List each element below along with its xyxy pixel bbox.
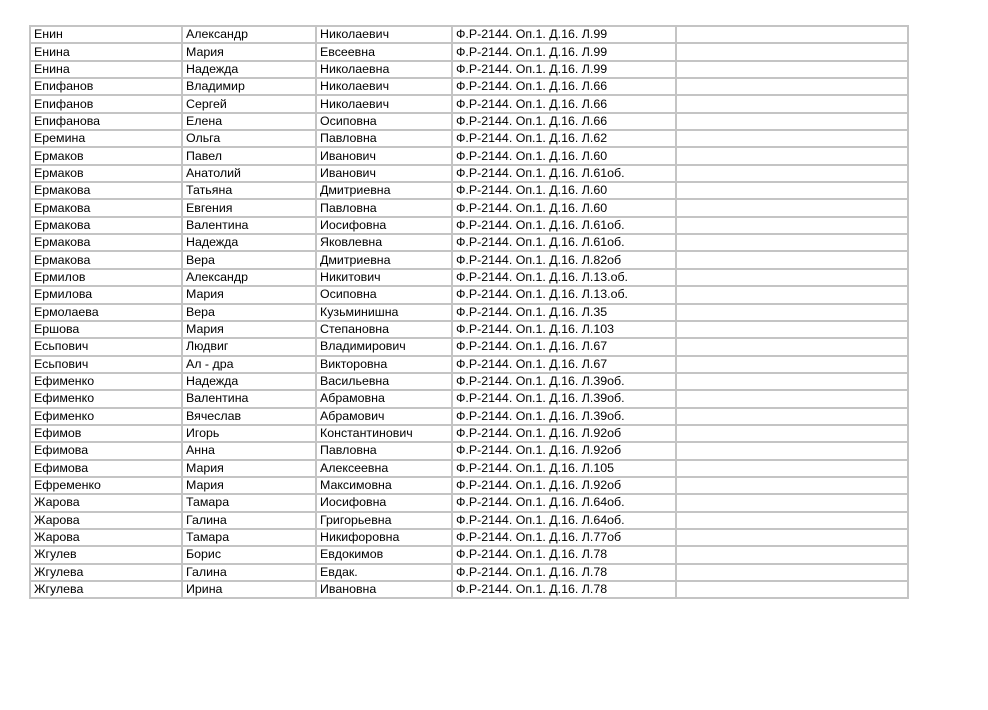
surname-cell: Ермолаева [30, 304, 182, 321]
patronymic-cell: Максимовна [316, 477, 452, 494]
first-name-cell: Ирина [182, 581, 316, 598]
first-name-cell: Надежда [182, 234, 316, 251]
notes-cell [676, 269, 908, 286]
notes-cell [676, 130, 908, 147]
table-row [30, 95, 908, 112]
surname-cell: Епифанов [30, 95, 182, 112]
surname-cell: Ермилова [30, 286, 182, 303]
surname-cell: Еремина [30, 130, 182, 147]
surname-cell: Ермакова [30, 199, 182, 216]
surname-cell: Епифанов [30, 78, 182, 95]
surname-cell: Епифанова [30, 113, 182, 130]
surname-cell: Енин [30, 26, 182, 43]
notes-cell [676, 477, 908, 494]
first-name-cell: Сергей [182, 95, 316, 112]
patronymic-cell: Абрамовна [316, 390, 452, 407]
notes-cell [676, 564, 908, 581]
archive-reference-cell: Ф.Р-2144. Оп.1. Д.16. Л.60 [452, 199, 676, 216]
table-row [30, 512, 908, 529]
archive-reference-cell: Ф.Р-2144. Оп.1. Д.16. Л.61об. [452, 165, 676, 182]
notes-cell [676, 356, 908, 373]
archive-reference-cell: Ф.Р-2144. Оп.1. Д.16. Л.64об. [452, 494, 676, 511]
table-row [30, 564, 908, 581]
first-name-cell: Мария [182, 321, 316, 338]
table-row [30, 217, 908, 234]
first-name-cell: Валентина [182, 390, 316, 407]
table-row [30, 321, 908, 338]
first-name-cell: Вячеслав [182, 408, 316, 425]
first-name-cell: Надежда [182, 61, 316, 78]
surname-cell: Енина [30, 43, 182, 60]
archive-reference-cell: Ф.Р-2144. Оп.1. Д.16. Л.92об [452, 442, 676, 459]
surname-cell: Жгулева [30, 564, 182, 581]
notes-cell [676, 286, 908, 303]
surname-cell: Есьпович [30, 356, 182, 373]
table-row [30, 147, 908, 164]
surname-cell: Ермаков [30, 147, 182, 164]
surname-cell: Ершова [30, 321, 182, 338]
notes-cell [676, 321, 908, 338]
archive-reference-cell: Ф.Р-2144. Оп.1. Д.16. Л.35 [452, 304, 676, 321]
archive-reference-cell: Ф.Р-2144. Оп.1. Д.16. Л.61об. [452, 234, 676, 251]
patronymic-cell: Алексеевна [316, 460, 452, 477]
notes-cell [676, 581, 908, 598]
table-row [30, 43, 908, 60]
patronymic-cell: Дмитриевна [316, 182, 452, 199]
patronymic-cell: Осиповна [316, 113, 452, 130]
notes-cell [676, 338, 908, 355]
patronymic-cell: Евсеевна [316, 43, 452, 60]
notes-cell [676, 43, 908, 60]
first-name-cell: Александр [182, 269, 316, 286]
patronymic-cell: Степановна [316, 321, 452, 338]
patronymic-cell: Иванович [316, 147, 452, 164]
patronymic-cell: Иванович [316, 165, 452, 182]
patronymic-cell: Иосифовна [316, 494, 452, 511]
archive-reference-cell: Ф.Р-2144. Оп.1. Д.16. Л.64об. [452, 512, 676, 529]
first-name-cell: Павел [182, 147, 316, 164]
first-name-cell: Татьяна [182, 182, 316, 199]
notes-cell [676, 234, 908, 251]
patronymic-cell: Яковлевна [316, 234, 452, 251]
surname-cell: Ефременко [30, 477, 182, 494]
patronymic-cell: Евдокимов [316, 546, 452, 563]
table-row [30, 113, 908, 130]
first-name-cell: Борис [182, 546, 316, 563]
patronymic-cell: Никитович [316, 269, 452, 286]
first-name-cell: Мария [182, 286, 316, 303]
first-name-cell: Галина [182, 564, 316, 581]
table-row [30, 78, 908, 95]
archive-reference-cell: Ф.Р-2144. Оп.1. Д.16. Л.60 [452, 147, 676, 164]
notes-cell [676, 460, 908, 477]
patronymic-cell: Павловна [316, 130, 452, 147]
notes-cell [676, 529, 908, 546]
first-name-cell: Владимир [182, 78, 316, 95]
table-row [30, 460, 908, 477]
notes-cell [676, 408, 908, 425]
first-name-cell: Галина [182, 512, 316, 529]
surname-cell: Есьпович [30, 338, 182, 355]
patronymic-cell: Владимирович [316, 338, 452, 355]
archive-reference-cell: Ф.Р-2144. Оп.1. Д.16. Л.103 [452, 321, 676, 338]
surname-cell: Ефимова [30, 460, 182, 477]
patronymic-cell: Васильевна [316, 373, 452, 390]
table-row [30, 477, 908, 494]
surname-cell: Ермакова [30, 234, 182, 251]
surname-cell: Жарова [30, 494, 182, 511]
archive-reference-cell: Ф.Р-2144. Оп.1. Д.16. Л.39об. [452, 390, 676, 407]
notes-cell [676, 512, 908, 529]
table-row [30, 546, 908, 563]
table-row [30, 26, 908, 43]
archive-reference-cell: Ф.Р-2144. Оп.1. Д.16. Л.99 [452, 26, 676, 43]
first-name-cell: Елена [182, 113, 316, 130]
surname-cell: Ермакова [30, 217, 182, 234]
patronymic-cell: Евдак. [316, 564, 452, 581]
surname-cell: Ермилов [30, 269, 182, 286]
patronymic-cell: Николаевич [316, 95, 452, 112]
surname-cell: Ефименко [30, 390, 182, 407]
archive-reference-cell: Ф.Р-2144. Оп.1. Д.16. Л.66 [452, 95, 676, 112]
surname-cell: Жарова [30, 512, 182, 529]
table-row [30, 356, 908, 373]
first-name-cell: Мария [182, 460, 316, 477]
first-name-cell: Тамара [182, 529, 316, 546]
archive-reference-cell: Ф.Р-2144. Оп.1. Д.16. Л.61об. [452, 217, 676, 234]
records-body [30, 26, 908, 598]
table-row [30, 390, 908, 407]
archive-reference-cell: Ф.Р-2144. Оп.1. Д.16. Л.66 [452, 113, 676, 130]
patronymic-cell: Павловна [316, 442, 452, 459]
first-name-cell: Людвиг [182, 338, 316, 355]
patronymic-cell: Иосифовна [316, 217, 452, 234]
surname-cell: Ефимов [30, 425, 182, 442]
surname-cell: Жгулев [30, 546, 182, 563]
first-name-cell: Ольга [182, 130, 316, 147]
patronymic-cell: Павловна [316, 199, 452, 216]
notes-cell [676, 147, 908, 164]
table-row [30, 182, 908, 199]
archive-reference-cell: Ф.Р-2144. Оп.1. Д.16. Л.92об [452, 477, 676, 494]
notes-cell [676, 113, 908, 130]
notes-cell [676, 304, 908, 321]
patronymic-cell: Викторовна [316, 356, 452, 373]
table-row [30, 425, 908, 442]
patronymic-cell: Ивановна [316, 581, 452, 598]
surname-cell: Жгулева [30, 581, 182, 598]
notes-cell [676, 26, 908, 43]
archive-reference-cell: Ф.Р-2144. Оп.1. Д.16. Л.13.об. [452, 286, 676, 303]
first-name-cell: Евгения [182, 199, 316, 216]
archive-reference-cell: Ф.Р-2144. Оп.1. Д.16. Л.60 [452, 182, 676, 199]
first-name-cell: Валентина [182, 217, 316, 234]
notes-cell [676, 165, 908, 182]
archive-reference-cell: Ф.Р-2144. Оп.1. Д.16. Л.13.об. [452, 269, 676, 286]
table-row [30, 130, 908, 147]
table-row [30, 373, 908, 390]
surname-cell: Ермаков [30, 165, 182, 182]
notes-cell [676, 373, 908, 390]
notes-cell [676, 390, 908, 407]
table-row [30, 165, 908, 182]
notes-cell [676, 78, 908, 95]
patronymic-cell: Константинович [316, 425, 452, 442]
archive-reference-cell: Ф.Р-2144. Оп.1. Д.16. Л.62 [452, 130, 676, 147]
archive-reference-cell: Ф.Р-2144. Оп.1. Д.16. Л.78 [452, 546, 676, 563]
patronymic-cell: Кузьминишна [316, 304, 452, 321]
notes-cell [676, 61, 908, 78]
table-row [30, 408, 908, 425]
notes-cell [676, 442, 908, 459]
first-name-cell: Вера [182, 304, 316, 321]
archive-reference-cell: Ф.Р-2144. Оп.1. Д.16. Л.77об [452, 529, 676, 546]
table-row [30, 286, 908, 303]
archive-reference-cell: Ф.Р-2144. Оп.1. Д.16. Л.99 [452, 43, 676, 60]
notes-cell [676, 199, 908, 216]
notes-cell [676, 494, 908, 511]
table-row [30, 269, 908, 286]
archive-reference-cell: Ф.Р-2144. Оп.1. Д.16. Л.78 [452, 581, 676, 598]
records-table [29, 25, 909, 599]
patronymic-cell: Осиповна [316, 286, 452, 303]
surname-cell: Ефимова [30, 442, 182, 459]
table-row [30, 581, 908, 598]
archive-reference-cell: Ф.Р-2144. Оп.1. Д.16. Л.67 [452, 338, 676, 355]
archive-reference-cell: Ф.Р-2144. Оп.1. Д.16. Л.39об. [452, 408, 676, 425]
surname-cell: Ефименко [30, 373, 182, 390]
archive-reference-cell: Ф.Р-2144. Оп.1. Д.16. Л.99 [452, 61, 676, 78]
notes-cell [676, 182, 908, 199]
archive-reference-cell: Ф.Р-2144. Оп.1. Д.16. Л.66 [452, 78, 676, 95]
patronymic-cell: Дмитриевна [316, 251, 452, 268]
surname-cell: Жарова [30, 529, 182, 546]
surname-cell: Енина [30, 61, 182, 78]
first-name-cell: Анна [182, 442, 316, 459]
patronymic-cell: Николаевич [316, 26, 452, 43]
surname-cell: Ефименко [30, 408, 182, 425]
first-name-cell: Анатолий [182, 165, 316, 182]
patronymic-cell: Никифоровна [316, 529, 452, 546]
table-row [30, 338, 908, 355]
notes-cell [676, 95, 908, 112]
archive-reference-cell: Ф.Р-2144. Оп.1. Д.16. Л.39об. [452, 373, 676, 390]
notes-cell [676, 251, 908, 268]
first-name-cell: Надежда [182, 373, 316, 390]
first-name-cell: Игорь [182, 425, 316, 442]
first-name-cell: Вера [182, 251, 316, 268]
archive-reference-cell: Ф.Р-2144. Оп.1. Д.16. Л.82об [452, 251, 676, 268]
patronymic-cell: Николаевна [316, 61, 452, 78]
patronymic-cell: Николаевич [316, 78, 452, 95]
archive-reference-cell: Ф.Р-2144. Оп.1. Д.16. Л.92об [452, 425, 676, 442]
table-row [30, 494, 908, 511]
first-name-cell: Александр [182, 26, 316, 43]
first-name-cell: Мария [182, 477, 316, 494]
table-row [30, 251, 908, 268]
table-row [30, 61, 908, 78]
archive-reference-cell: Ф.Р-2144. Оп.1. Д.16. Л.105 [452, 460, 676, 477]
table-row [30, 442, 908, 459]
patronymic-cell: Григорьевна [316, 512, 452, 529]
notes-cell [676, 217, 908, 234]
table-row [30, 234, 908, 251]
first-name-cell: Мария [182, 43, 316, 60]
surname-cell: Ермакова [30, 182, 182, 199]
notes-cell [676, 425, 908, 442]
first-name-cell: Тамара [182, 494, 316, 511]
table-row [30, 199, 908, 216]
table-row [30, 529, 908, 546]
table-row [30, 304, 908, 321]
first-name-cell: Ал - дра [182, 356, 316, 373]
patronymic-cell: Абрамович [316, 408, 452, 425]
notes-cell [676, 546, 908, 563]
surname-cell: Ермакова [30, 251, 182, 268]
archive-reference-cell: Ф.Р-2144. Оп.1. Д.16. Л.67 [452, 356, 676, 373]
archive-reference-cell: Ф.Р-2144. Оп.1. Д.16. Л.78 [452, 564, 676, 581]
